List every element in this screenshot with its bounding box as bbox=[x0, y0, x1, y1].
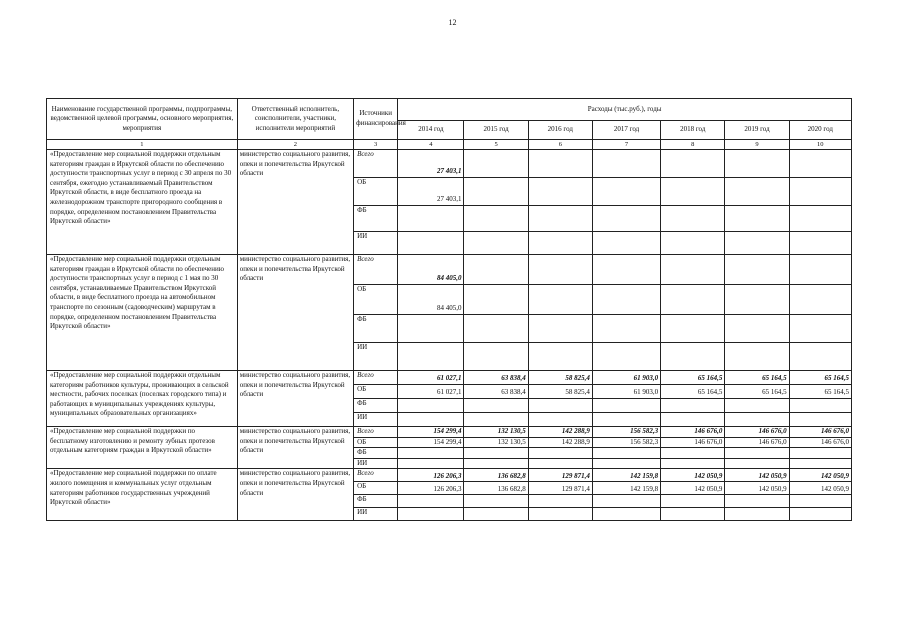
table-row bbox=[47, 469, 852, 482]
value-total: 126 206,3 bbox=[398, 469, 464, 482]
value-total bbox=[661, 150, 725, 178]
value-total: 65 164,5 bbox=[661, 371, 725, 385]
value-ob: 63 838,4 bbox=[464, 385, 528, 399]
value-total bbox=[661, 255, 725, 285]
source-ii: ИИ bbox=[354, 343, 398, 371]
source-ii: ИИ bbox=[354, 413, 398, 427]
source-total: Всего bbox=[354, 427, 398, 438]
table-row bbox=[47, 150, 852, 178]
source-ii: ИИ bbox=[354, 458, 398, 469]
column-index: 6 bbox=[528, 140, 592, 150]
source-fb: ФБ bbox=[354, 206, 398, 232]
value-total: 142 050,9 bbox=[725, 469, 789, 482]
header-year: 2016 год bbox=[528, 121, 592, 140]
value-ob bbox=[661, 285, 725, 315]
program-name: «Предоставление мер социальной поддержки по оплате жилого помещения и коммунальных услуг отдельным категориям работников государственных учреждений Иркутской области» bbox=[47, 469, 238, 521]
value-total: 65 164,5 bbox=[725, 371, 789, 385]
header-sources: Источники финансирования bbox=[354, 99, 398, 140]
value-ob: 156 582,3 bbox=[592, 437, 660, 448]
value-ob: 146 676,0 bbox=[725, 437, 789, 448]
value-total: 132 130,5 bbox=[464, 427, 528, 438]
column-index: 9 bbox=[725, 140, 789, 150]
source-total: Всего bbox=[354, 255, 398, 285]
header-row bbox=[47, 99, 852, 121]
value-ob: 146 676,0 bbox=[661, 437, 725, 448]
value-ob: 58 825,4 bbox=[528, 385, 592, 399]
column-index: 1 bbox=[47, 140, 238, 150]
header-year: 2015 год bbox=[464, 121, 528, 140]
value-total bbox=[464, 255, 528, 285]
header-year: 2020 год bbox=[789, 121, 851, 140]
column-index: 7 bbox=[592, 140, 660, 150]
value-total bbox=[528, 150, 592, 178]
column-index-row bbox=[47, 140, 852, 150]
header-year: 2019 год bbox=[725, 121, 789, 140]
value-ob bbox=[464, 285, 528, 315]
value-ob: 142 050,9 bbox=[725, 482, 789, 495]
value-ob: 142 050,9 bbox=[661, 482, 725, 495]
value-total: 58 825,4 bbox=[528, 371, 592, 385]
value-total: 84 405,0 bbox=[398, 255, 464, 285]
program-name: «Предоставление мер социальной поддержки отдельным категориям работников культуры, проживающих в сельской местности, рабочих поселках (поселках городского типа) и работающих в муниципальных учреждениях культуры, муниципальных образовательных организациях» bbox=[47, 371, 238, 427]
source-total: Всего bbox=[354, 371, 398, 385]
program-name: «Предоставление мер социальной поддержки отдельным категориям граждан в Иркутской области по обеспечению доступности транспортных услуг в период с 1 мая по 30 сентября, устанавливаемые Правительством Иркутской области, в виде бесплатного проезда на автомобильном транспорте по сезонным (садоводческим) маршрутам в порядке, определенном постановлением Правительства Иркутской области» bbox=[47, 255, 238, 371]
value-total bbox=[592, 150, 660, 178]
value-ob: 27 403,1 bbox=[398, 178, 464, 206]
column-index: 5 bbox=[464, 140, 528, 150]
source-fb: ФБ bbox=[354, 448, 398, 459]
value-ob: 136 682,8 bbox=[464, 482, 528, 495]
value-total: 154 299,4 bbox=[398, 427, 464, 438]
value-total: 136 682,8 bbox=[464, 469, 528, 482]
value-ob: 146 676,0 bbox=[789, 437, 851, 448]
value-total bbox=[725, 150, 789, 178]
value-total: 65 164,5 bbox=[789, 371, 851, 385]
executor: министерство социального развития, опеки и попечительства Иркутской области bbox=[237, 150, 353, 255]
value-total: 61 903,0 bbox=[592, 371, 660, 385]
header-expenses: Расходы (тыс.руб.), годы bbox=[398, 99, 852, 121]
value-ob: 65 164,5 bbox=[661, 385, 725, 399]
source-ii: ИИ bbox=[354, 232, 398, 255]
value-total: 142 050,9 bbox=[661, 469, 725, 482]
source-fb: ФБ bbox=[354, 399, 398, 413]
value-ob: 142 159,8 bbox=[592, 482, 660, 495]
table-row bbox=[47, 255, 852, 285]
value-ob: 129 871,4 bbox=[528, 482, 592, 495]
value-total: 129 871,4 bbox=[528, 469, 592, 482]
value-ob bbox=[789, 285, 851, 315]
header-year: 2018 год bbox=[661, 121, 725, 140]
value-ob: 142 050,9 bbox=[789, 482, 851, 495]
value-total bbox=[789, 150, 851, 178]
source-fb: ФБ bbox=[354, 495, 398, 508]
source-fb: ФБ bbox=[354, 315, 398, 343]
value-total: 142 050,9 bbox=[789, 469, 851, 482]
value-total bbox=[528, 255, 592, 285]
value-total: 27 403,1 bbox=[398, 150, 464, 178]
value-ob: 65 164,5 bbox=[789, 385, 851, 399]
value-total: 63 838,4 bbox=[464, 371, 528, 385]
column-index: 4 bbox=[398, 140, 464, 150]
program-name: «Предоставление мер социальной поддержки по бесплатному изготовлению и ремонту зубных протезов отдельным категориям граждан в Иркутской области» bbox=[47, 427, 238, 469]
header-executor: Ответственный исполнитель, соисполнители, участники, исполнители мероприятий bbox=[237, 99, 353, 140]
source-ob: ОБ bbox=[354, 482, 398, 495]
value-total: 142 288,9 bbox=[528, 427, 592, 438]
table-row bbox=[47, 371, 852, 385]
value-total: 156 582,3 bbox=[592, 427, 660, 438]
value-ob bbox=[661, 178, 725, 206]
value-total: 142 159,8 bbox=[592, 469, 660, 482]
source-ii: ИИ bbox=[354, 508, 398, 521]
source-ob: ОБ bbox=[354, 285, 398, 315]
value-total bbox=[592, 255, 660, 285]
expenses-table bbox=[46, 98, 852, 521]
page-number: 12 bbox=[448, 18, 457, 27]
value-ob bbox=[464, 178, 528, 206]
value-ob: 132 130,5 bbox=[464, 437, 528, 448]
value-ob: 154 299,4 bbox=[398, 437, 464, 448]
value-ob bbox=[592, 285, 660, 315]
source-total: Всего bbox=[354, 150, 398, 178]
value-ob bbox=[528, 285, 592, 315]
value-ob bbox=[528, 178, 592, 206]
value-total: 146 676,0 bbox=[725, 427, 789, 438]
executor: министерство социального развития, опеки и попечительства Иркутской области bbox=[237, 427, 353, 469]
value-ob bbox=[725, 285, 789, 315]
table-row bbox=[47, 427, 852, 438]
header-year: 2014 год bbox=[398, 121, 464, 140]
value-total bbox=[789, 255, 851, 285]
executor: министерство социального развития, опеки и попечительства Иркутской области bbox=[237, 469, 353, 521]
source-ob: ОБ bbox=[354, 178, 398, 206]
header-year: 2017 год bbox=[592, 121, 660, 140]
value-total: 61 027,1 bbox=[398, 371, 464, 385]
value-ob bbox=[789, 178, 851, 206]
value-total: 146 676,0 bbox=[789, 427, 851, 438]
header-program-name: Наименование государственной программы, подпрограммы, ведомственной целевой программы, основного мероприятия, мероприятия bbox=[47, 99, 238, 140]
executor: министерство социального развития, опеки и попечительства Иркутской области bbox=[237, 255, 353, 371]
source-ob: ОБ bbox=[354, 385, 398, 399]
value-ob: 126 206,3 bbox=[398, 482, 464, 495]
column-index: 2 bbox=[237, 140, 353, 150]
value-ob bbox=[592, 178, 660, 206]
value-total bbox=[464, 150, 528, 178]
value-ob: 61 903,0 bbox=[592, 385, 660, 399]
value-total: 146 676,0 bbox=[661, 427, 725, 438]
value-ob: 65 164,5 bbox=[725, 385, 789, 399]
column-index: 3 bbox=[354, 140, 398, 150]
program-name: «Предоставление мер социальной поддержки отдельным категориям граждан в Иркутской области по обеспечению доступности транспортных услуг в период с 30 апреля по 30 сентября, ежегодно устанавливаемый Правительством Иркутской области, в виде бесплатного проезда на железнодорожном транспорте пригородного сообщения в порядке, определенном постановлением Правительства Иркутской области» bbox=[47, 150, 238, 255]
value-ob: 84 405,0 bbox=[398, 285, 464, 315]
source-ob: ОБ bbox=[354, 437, 398, 448]
executor: министерство социального развития, опеки и попечительства Иркутской области bbox=[237, 371, 353, 427]
value-ob: 61 027,1 bbox=[398, 385, 464, 399]
column-index: 10 bbox=[789, 140, 851, 150]
value-total bbox=[725, 255, 789, 285]
source-total: Всего bbox=[354, 469, 398, 482]
value-ob bbox=[725, 178, 789, 206]
column-index: 8 bbox=[661, 140, 725, 150]
value-ob: 142 288,9 bbox=[528, 437, 592, 448]
